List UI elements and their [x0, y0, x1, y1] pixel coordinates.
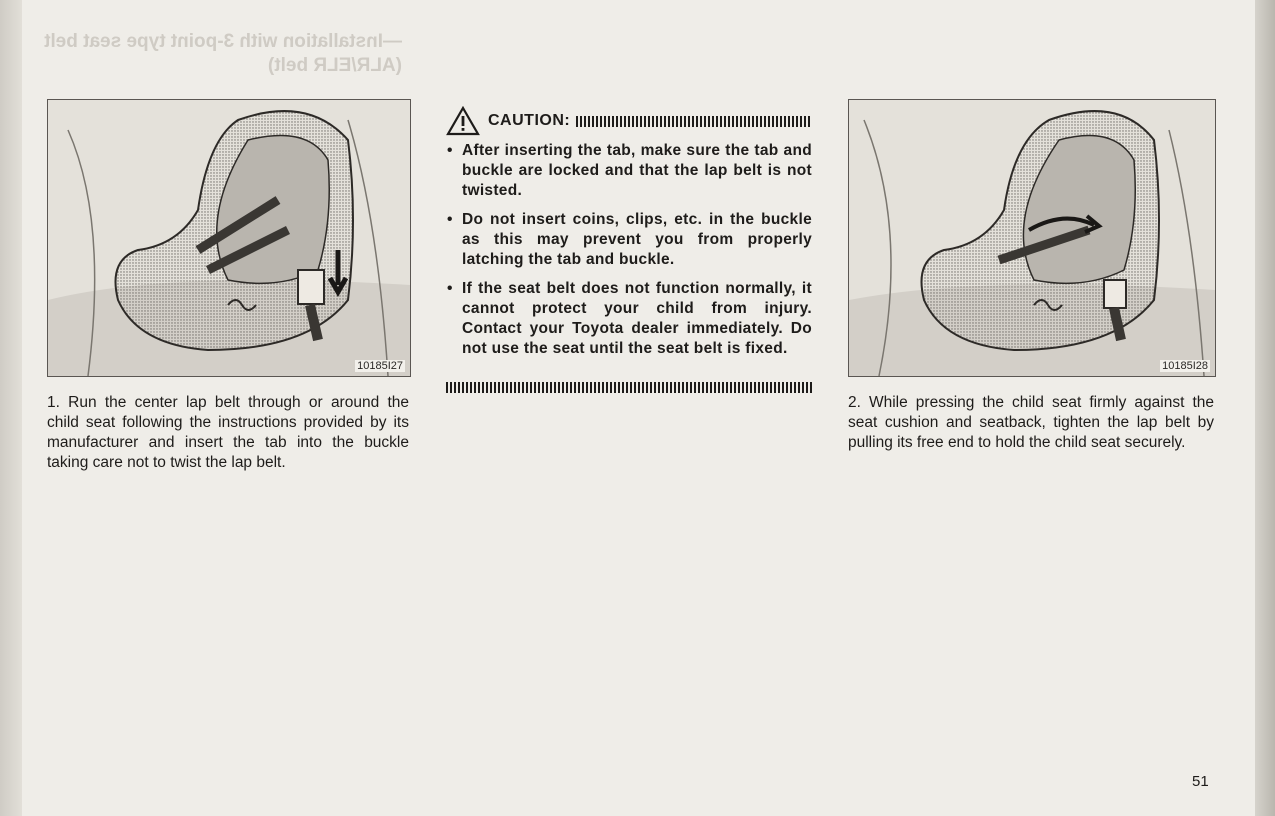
figure-code: 10185I28	[1162, 360, 1208, 372]
caution-header	[446, 103, 812, 139]
caution-title: CAUTION:	[488, 112, 571, 129]
child-seat-tighten-belt-illustration	[849, 100, 1215, 376]
step-2-caption: 2. While pressing the child seat firmly against the seat cushion and seatback, tighten the lap belt by pulling its free end to hold the child seat securely.	[848, 394, 1214, 451]
warning-triangle-icon	[446, 106, 480, 136]
caution-item: • Do not insert coins, clips, etc. in the buckle as this may prevent you from properly latching the tab and buckle.	[446, 210, 812, 270]
bleed-through-heading: —Installation with 3-point type seat belt (ALR/ELR belt)	[44, 31, 402, 76]
caution-list	[446, 141, 812, 359]
child-seat-lap-belt-illustration	[48, 100, 410, 376]
step-1-caption: 1. Run the center lap belt through or around the child seat following the instructions provided by its manufacturer and insert the tab into the buckle taking care not to twist the lap belt.	[47, 394, 409, 471]
bleed-through-text	[47, 505, 409, 523]
caution-box	[446, 103, 812, 368]
figure-child-seat-1	[47, 99, 411, 377]
page-edge	[1255, 0, 1275, 816]
figure-child-seat-2	[848, 99, 1216, 377]
caution-header-rule	[576, 116, 812, 127]
caution-footer-rule	[446, 382, 812, 393]
binding-shadow	[0, 0, 23, 816]
caution-item: • If the seat belt does not function normally, it cannot protect your child from injury. Contact your Toyota dealer immediately. Do not use the seat until the seat belt is fixed.	[446, 279, 812, 359]
figure-code: 10185I27	[357, 360, 403, 372]
page-number: 51	[1192, 773, 1209, 790]
caution-item: • After inserting the tab, make sure the tab and buckle are locked and that the lap belt is not twisted.	[446, 141, 812, 201]
